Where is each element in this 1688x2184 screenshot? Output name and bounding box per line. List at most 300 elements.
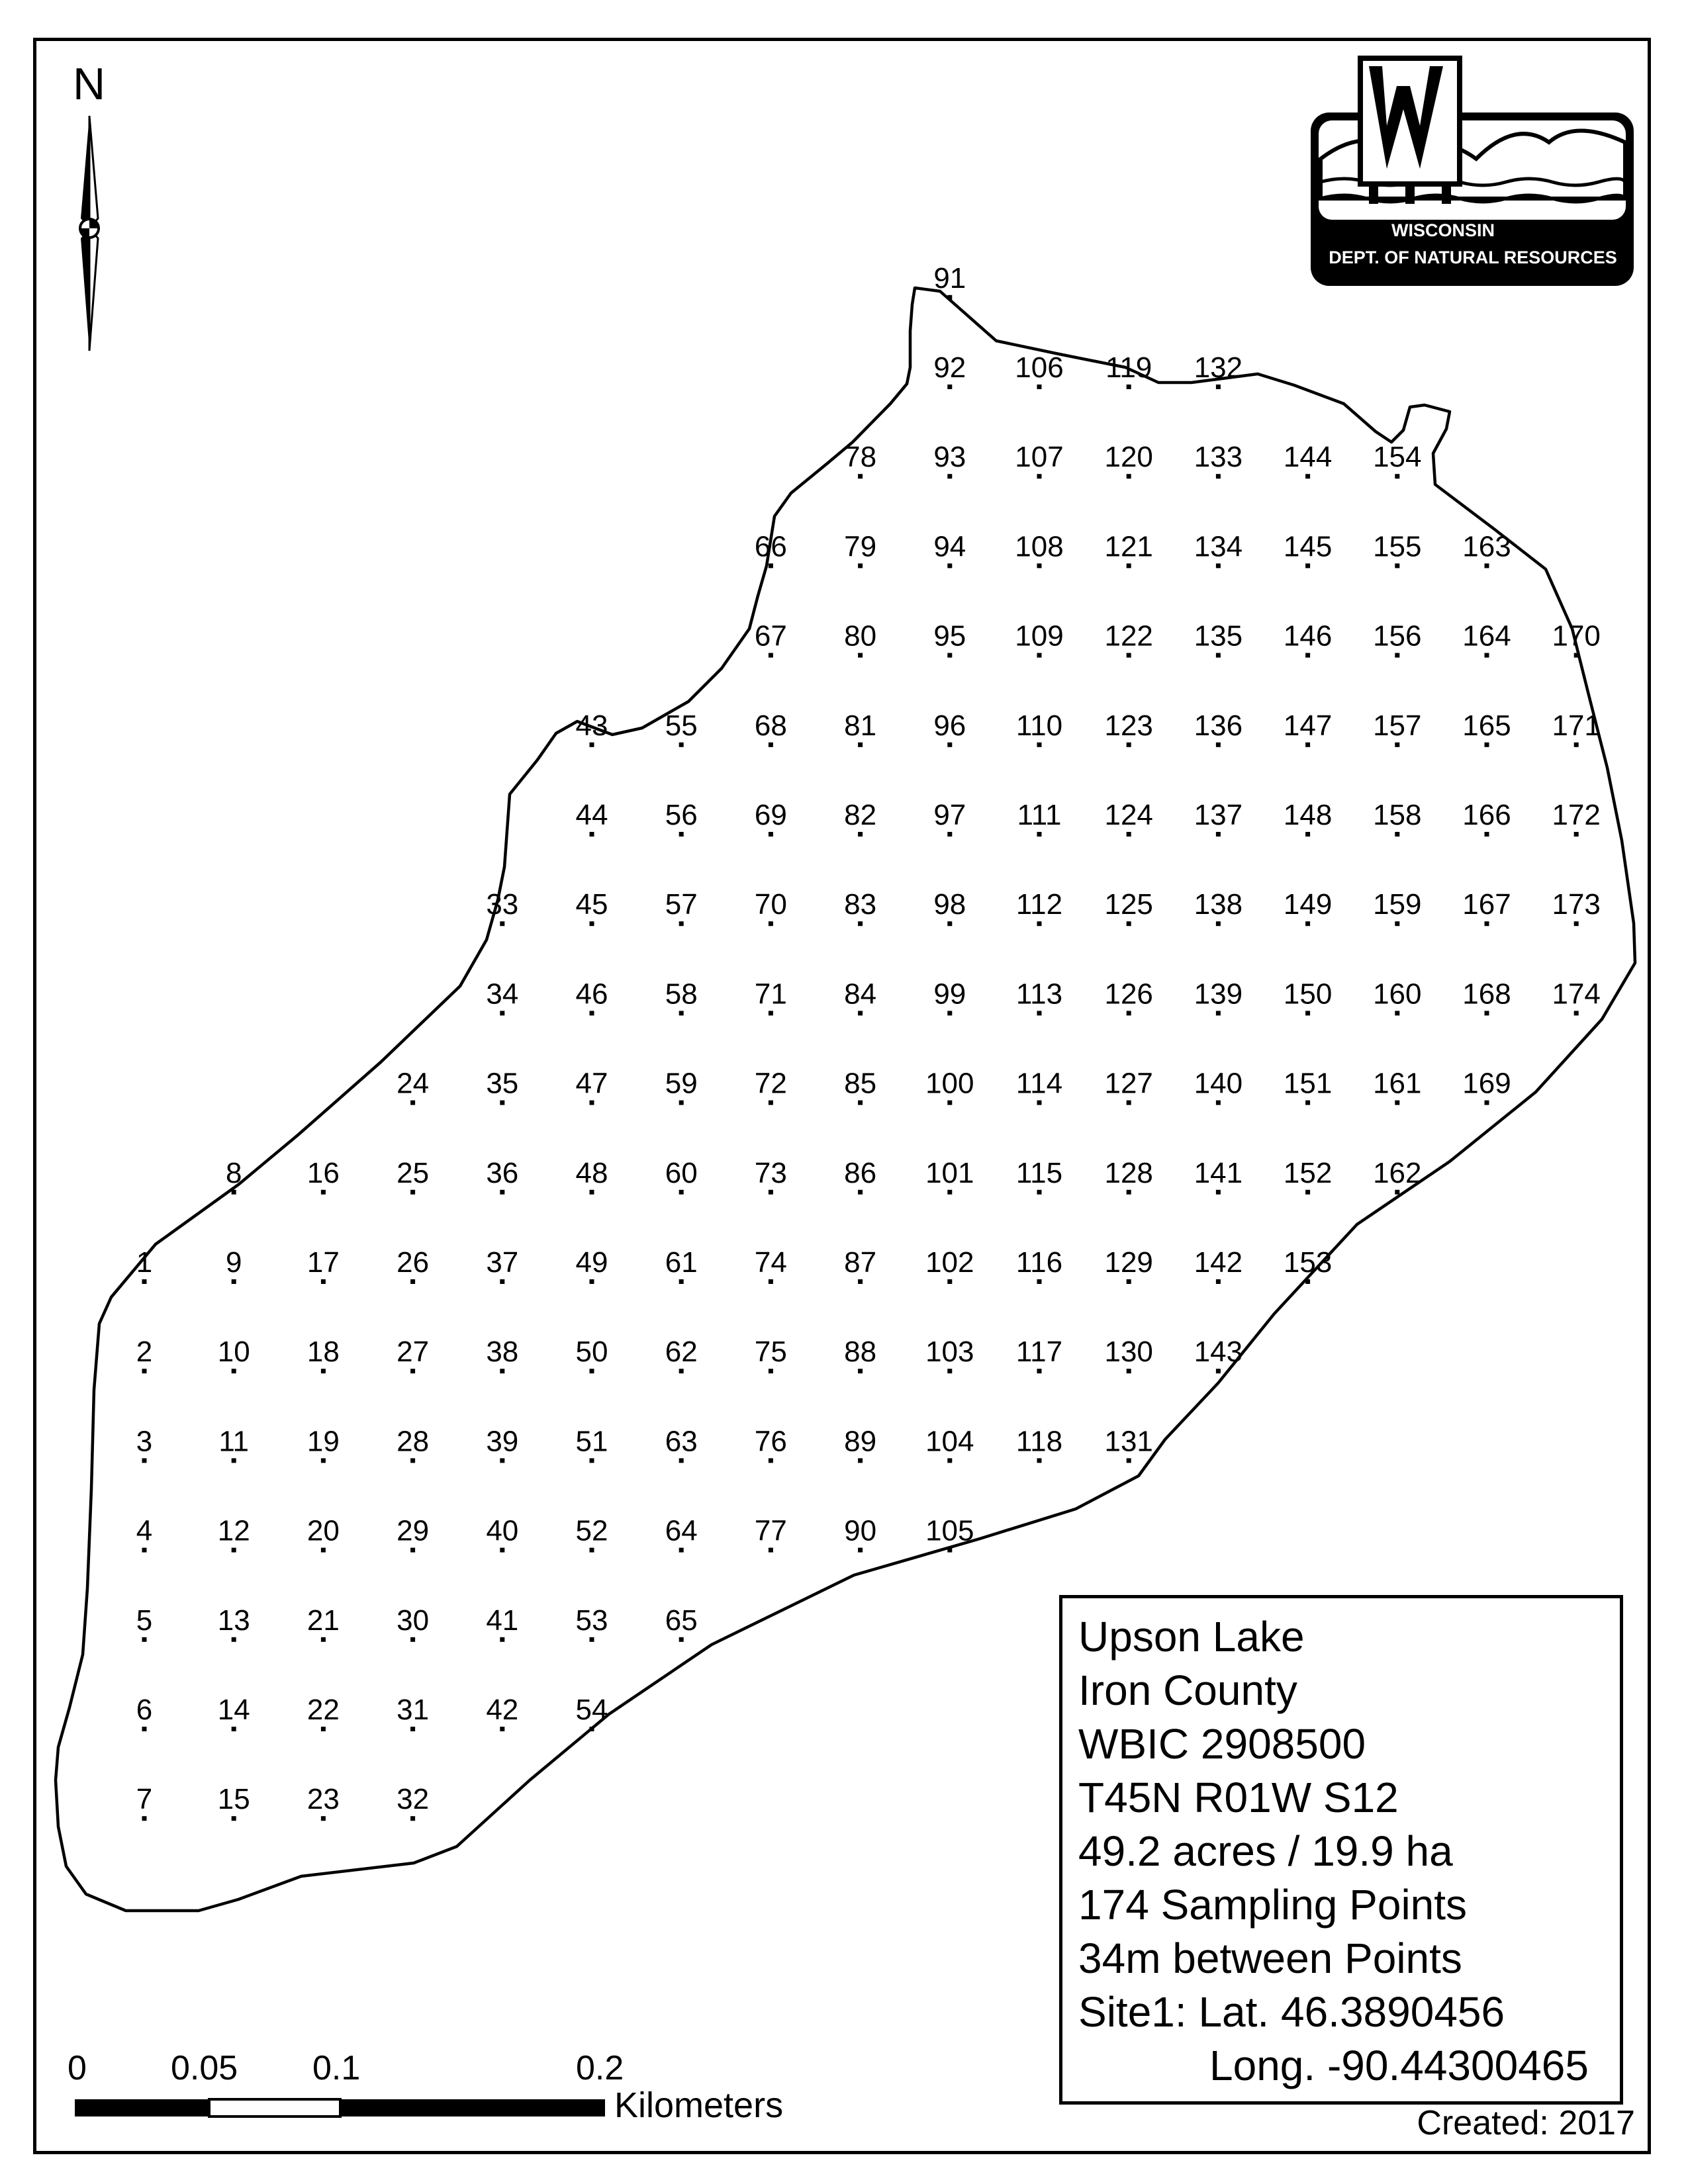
sampling-point-label-116: 116	[1015, 1246, 1063, 1279]
sampling-point-156	[1395, 653, 1399, 658]
sampling-point-label-151: 151	[1283, 1067, 1333, 1100]
sampling-point-label-71: 71	[754, 978, 787, 1011]
sampling-point-98	[947, 921, 952, 926]
sampling-point-117	[1037, 1369, 1042, 1373]
sampling-point-100	[947, 1101, 952, 1105]
sampling-point-108	[1037, 563, 1042, 568]
sampling-point-label-159: 159	[1373, 888, 1422, 921]
sampling-point-59	[679, 1101, 684, 1105]
sampling-point-label-24: 24	[397, 1067, 430, 1100]
sampling-point-22	[321, 1727, 326, 1731]
sampling-point-label-27: 27	[397, 1336, 430, 1369]
sampling-point-110	[1037, 743, 1042, 747]
sampling-point-label-99: 99	[933, 978, 966, 1011]
sampling-point-label-89: 89	[844, 1425, 877, 1458]
scale-units-label: Kilometers	[614, 2085, 784, 2125]
sampling-point-label-124: 124	[1104, 799, 1153, 831]
sampling-point-86	[858, 1190, 863, 1195]
sampling-point-label-155: 155	[1373, 530, 1422, 563]
sampling-point-label-106: 106	[1015, 351, 1064, 384]
sampling-point-label-47: 47	[575, 1067, 608, 1100]
sampling-point-136	[1216, 743, 1221, 747]
sampling-point-label-105: 105	[925, 1514, 974, 1547]
sampling-point-label-2: 2	[136, 1336, 153, 1369]
sampling-point-label-128: 128	[1104, 1156, 1153, 1189]
sampling-point-64	[679, 1548, 684, 1553]
sampling-point-170	[1574, 653, 1579, 658]
sampling-point-label-166: 166	[1462, 799, 1511, 831]
sampling-point-label-48: 48	[575, 1156, 608, 1189]
sampling-point-140	[1216, 1101, 1221, 1105]
sampling-point-160	[1395, 1011, 1399, 1015]
sampling-point-label-74: 74	[754, 1246, 787, 1279]
sampling-point-116	[1037, 1279, 1042, 1284]
scale-bar	[75, 2099, 605, 2116]
sampling-point-20	[321, 1548, 326, 1553]
sampling-point-label-141: 141	[1194, 1156, 1243, 1189]
sampling-point-label-63: 63	[665, 1425, 698, 1458]
sampling-point-label-64: 64	[665, 1514, 698, 1547]
sampling-point-label-103: 103	[925, 1336, 974, 1369]
sampling-point-92	[947, 385, 952, 389]
sampling-point-171	[1574, 743, 1579, 747]
sampling-point-label-38: 38	[486, 1336, 519, 1369]
sampling-point-1	[142, 1279, 147, 1284]
sampling-point-label-87: 87	[844, 1246, 877, 1279]
sampling-point-84	[858, 1011, 863, 1015]
sampling-point-label-53: 53	[575, 1604, 608, 1637]
sampling-point-56	[679, 832, 684, 837]
sampling-point-label-82: 82	[844, 799, 877, 831]
created-date: Created: 2017	[1417, 2104, 1635, 2142]
sampling-point-label-125: 125	[1104, 888, 1153, 921]
sampling-point-label-14: 14	[217, 1694, 250, 1726]
sampling-point-130	[1127, 1369, 1131, 1373]
sampling-point-62	[679, 1369, 684, 1373]
sampling-point-105	[947, 1548, 952, 1553]
sampling-point-label-140: 140	[1194, 1067, 1243, 1100]
scale-label-0.2: 0.2	[576, 2049, 624, 2087]
sampling-point-label-167: 167	[1462, 888, 1511, 921]
sampling-point-label-131: 131	[1104, 1425, 1153, 1458]
sampling-point-label-174: 174	[1552, 978, 1601, 1011]
sampling-point-167	[1485, 921, 1489, 926]
sampling-point-label-62: 62	[665, 1336, 698, 1369]
sampling-point-88	[858, 1369, 863, 1373]
sampling-point-label-109: 109	[1015, 619, 1064, 653]
sampling-point-label-30: 30	[397, 1604, 430, 1637]
logo-text-dnr: DEPT. OF NATURAL RESOURCES	[1329, 248, 1617, 267]
sampling-point-90	[858, 1548, 863, 1553]
township-range-section: T45N R01W S12	[1078, 1774, 1399, 1821]
sampling-point-label-123: 123	[1104, 709, 1153, 742]
sampling-point-7	[142, 1816, 147, 1821]
sampling-point-63	[679, 1458, 684, 1463]
sampling-point-2	[142, 1369, 147, 1373]
sampling-point-146	[1305, 653, 1310, 658]
sampling-point-label-32: 32	[397, 1783, 430, 1816]
sampling-point-52	[590, 1548, 594, 1553]
sampling-point-label-113: 113	[1015, 978, 1063, 1011]
sampling-point-106	[1037, 385, 1042, 389]
logo-text-wisconsin: WISCONSIN	[1391, 220, 1495, 240]
sampling-point-41	[500, 1637, 504, 1642]
sampling-point-169	[1485, 1101, 1489, 1105]
sampling-point-label-133: 133	[1194, 441, 1243, 474]
sampling-point-72	[769, 1101, 773, 1105]
sampling-point-150	[1305, 1011, 1310, 1015]
sampling-point-label-100: 100	[925, 1067, 974, 1100]
sampling-point-label-126: 126	[1104, 978, 1153, 1011]
wbic-code: WBIC 2908500	[1078, 1720, 1366, 1768]
sampling-point-label-3: 3	[136, 1425, 153, 1458]
sampling-point-166	[1485, 832, 1489, 837]
sampling-point-label-33: 33	[486, 888, 519, 921]
sampling-point-label-21: 21	[306, 1604, 340, 1637]
sampling-point-80	[858, 653, 863, 658]
sampling-point-label-12: 12	[217, 1514, 250, 1547]
sampling-point-label-121: 121	[1104, 530, 1153, 563]
sampling-point-74	[769, 1279, 773, 1284]
sampling-point-60	[679, 1190, 684, 1195]
sampling-point-label-101: 101	[925, 1156, 974, 1189]
sampling-point-label-138: 138	[1194, 888, 1243, 921]
sampling-point-42	[500, 1727, 504, 1731]
sampling-point-label-143: 143	[1194, 1336, 1243, 1369]
sampling-point-141	[1216, 1190, 1221, 1195]
sampling-point-label-139: 139	[1194, 978, 1243, 1011]
sampling-point-label-150: 150	[1283, 978, 1333, 1011]
sampling-point-label-75: 75	[754, 1336, 787, 1369]
sampling-point-label-172: 172	[1552, 799, 1601, 831]
sampling-point-47	[590, 1101, 594, 1105]
sampling-point-85	[858, 1101, 863, 1105]
sampling-point-127	[1127, 1101, 1131, 1105]
sampling-point-14	[232, 1727, 236, 1731]
sampling-point-label-144: 144	[1283, 441, 1333, 474]
sampling-point-95	[947, 653, 952, 658]
sampling-point-99	[947, 1011, 952, 1015]
sampling-point-104	[947, 1458, 952, 1463]
sampling-point-96	[947, 743, 952, 747]
sampling-point-15	[232, 1816, 236, 1821]
sampling-point-label-6: 6	[136, 1694, 153, 1726]
sampling-point-69	[769, 832, 773, 837]
sampling-point-label-118: 118	[1015, 1425, 1063, 1458]
sampling-point-label-9: 9	[225, 1246, 242, 1279]
sampling-point-81	[858, 743, 863, 747]
sampling-point-label-40: 40	[486, 1514, 519, 1547]
sampling-point-label-41: 41	[486, 1604, 519, 1637]
sampling-point-145	[1305, 563, 1310, 568]
sampling-point-label-90: 90	[844, 1514, 877, 1547]
sampling-point-label-95: 95	[933, 619, 966, 653]
sampling-point-label-8: 8	[225, 1156, 242, 1189]
sampling-point-label-76: 76	[754, 1425, 787, 1458]
sampling-point-label-5: 5	[136, 1604, 153, 1637]
sampling-point-152	[1305, 1190, 1310, 1195]
sampling-point-label-60: 60	[665, 1156, 698, 1189]
sampling-point-174	[1574, 1011, 1579, 1015]
sampling-point-33	[500, 921, 504, 926]
sampling-point-102	[947, 1279, 952, 1284]
sampling-point-73	[769, 1190, 773, 1195]
sampling-point-158	[1395, 832, 1399, 837]
sampling-point-label-164: 164	[1462, 619, 1511, 653]
sampling-point-113	[1037, 1011, 1042, 1015]
sampling-point-label-163: 163	[1462, 530, 1511, 563]
sampling-point-54	[590, 1727, 594, 1731]
point-spacing: 34m between Points	[1078, 1934, 1462, 1982]
sampling-point-label-31: 31	[397, 1694, 430, 1726]
sampling-point-label-56: 56	[665, 799, 698, 831]
sampling-point-label-17: 17	[306, 1246, 340, 1279]
sampling-point-label-158: 158	[1373, 799, 1422, 831]
sampling-point-label-162: 162	[1373, 1156, 1422, 1189]
site-latitude: Site1: Lat. 46.3890456	[1078, 1988, 1505, 2036]
sampling-point-label-153: 153	[1283, 1246, 1333, 1279]
sampling-point-67	[769, 653, 773, 658]
sampling-point-18	[321, 1369, 326, 1373]
sampling-point-58	[679, 1011, 684, 1015]
sampling-point-109	[1037, 653, 1042, 658]
sampling-point-label-122: 122	[1104, 619, 1153, 653]
sampling-point-134	[1216, 563, 1221, 568]
sampling-point-35	[500, 1101, 504, 1105]
sampling-point-label-25: 25	[397, 1156, 430, 1189]
sampling-point-label-168: 168	[1462, 978, 1511, 1011]
sampling-point-4	[142, 1548, 147, 1553]
sampling-point-12	[232, 1548, 236, 1553]
sampling-point-55	[679, 743, 684, 747]
sampling-point-49	[590, 1279, 594, 1284]
sampling-point-44	[590, 832, 594, 837]
sampling-point-label-44: 44	[575, 799, 608, 831]
sampling-point-122	[1127, 653, 1131, 658]
sampling-point-25	[410, 1190, 415, 1195]
sampling-point-5	[142, 1637, 147, 1642]
sampling-point-label-86: 86	[844, 1156, 877, 1189]
sampling-point-11	[232, 1458, 236, 1463]
sampling-point-label-111: 111	[1017, 799, 1062, 831]
sampling-point-126	[1127, 1011, 1131, 1015]
sampling-point-label-26: 26	[397, 1246, 430, 1279]
sampling-point-164	[1485, 653, 1489, 658]
sampling-point-155	[1395, 563, 1399, 568]
sampling-point-label-129: 129	[1104, 1246, 1153, 1279]
sampling-point-label-157: 157	[1373, 709, 1422, 742]
sampling-point-32	[410, 1816, 415, 1821]
sampling-point-label-149: 149	[1283, 888, 1333, 921]
sampling-point-label-98: 98	[933, 888, 966, 921]
sampling-point-9	[232, 1279, 236, 1284]
sampling-point-30	[410, 1637, 415, 1642]
sampling-point-157	[1395, 743, 1399, 747]
sampling-point-label-1: 1	[136, 1246, 153, 1279]
sampling-point-13	[232, 1637, 236, 1642]
sampling-point-label-43: 43	[575, 709, 608, 742]
sampling-point-label-160: 160	[1373, 978, 1422, 1011]
sampling-point-label-173: 173	[1552, 888, 1601, 921]
sampling-point-53	[590, 1637, 594, 1642]
sampling-point-26	[410, 1279, 415, 1284]
sampling-point-label-145: 145	[1283, 530, 1333, 563]
sampling-point-71	[769, 1011, 773, 1015]
sampling-point-label-11: 11	[218, 1425, 250, 1458]
sampling-point-label-110: 110	[1015, 709, 1063, 742]
sampling-point-87	[858, 1279, 863, 1284]
sampling-point-154	[1395, 474, 1399, 478]
sampling-point-label-73: 73	[754, 1156, 787, 1189]
sampling-point-label-45: 45	[575, 888, 608, 921]
sampling-point-label-147: 147	[1283, 709, 1333, 742]
sampling-grid	[136, 262, 1601, 1821]
sampling-point-40	[500, 1548, 504, 1553]
sampling-point-label-156: 156	[1373, 619, 1422, 653]
sampling-point-label-10: 10	[217, 1336, 250, 1369]
sampling-point-label-28: 28	[397, 1425, 430, 1458]
sampling-point-24	[410, 1101, 415, 1105]
sampling-point-107	[1037, 474, 1042, 478]
sampling-point-82	[858, 832, 863, 837]
sampling-point-label-171: 171	[1552, 709, 1601, 742]
sampling-point-135	[1216, 653, 1221, 658]
sampling-point-label-91: 91	[933, 261, 966, 295]
sampling-point-139	[1216, 1011, 1221, 1015]
sampling-point-57	[679, 921, 684, 926]
sampling-point-label-61: 61	[665, 1246, 698, 1279]
scale-label-0.1: 0.1	[312, 2049, 361, 2087]
sampling-point-133	[1216, 474, 1221, 478]
sampling-point-50	[590, 1369, 594, 1373]
sampling-point-label-69: 69	[754, 799, 787, 831]
sampling-point-label-78: 78	[844, 441, 877, 474]
sampling-point-3	[142, 1458, 147, 1463]
sampling-point-114	[1037, 1101, 1042, 1105]
sampling-point-118	[1037, 1458, 1042, 1463]
sampling-point-label-50: 50	[575, 1336, 608, 1369]
sampling-point-31	[410, 1727, 415, 1731]
sampling-point-27	[410, 1369, 415, 1373]
sampling-point-65	[679, 1637, 684, 1642]
sampling-point-163	[1485, 563, 1489, 568]
sampling-point-36	[500, 1190, 504, 1195]
sampling-point-label-134: 134	[1194, 530, 1243, 563]
sampling-point-151	[1305, 1101, 1310, 1105]
sampling-point-label-4: 4	[136, 1514, 153, 1547]
sampling-point-68	[769, 743, 773, 747]
sampling-point-label-22: 22	[306, 1694, 340, 1726]
sampling-point-61	[679, 1279, 684, 1284]
sampling-point-label-93: 93	[933, 441, 966, 474]
sampling-point-173	[1574, 921, 1579, 926]
scale-label-0: 0	[68, 2049, 87, 2087]
sampling-point-label-137: 137	[1194, 799, 1243, 831]
sampling-point-label-66: 66	[754, 530, 787, 563]
sampling-point-38	[500, 1369, 504, 1373]
sampling-point-label-161: 161	[1373, 1067, 1422, 1100]
sampling-point-label-70: 70	[754, 888, 787, 921]
sampling-point-label-127: 127	[1104, 1067, 1153, 1100]
sampling-point-label-115: 115	[1015, 1156, 1063, 1189]
sampling-point-172	[1574, 832, 1579, 837]
sampling-point-124	[1127, 832, 1131, 837]
sampling-point-label-58: 58	[665, 978, 698, 1011]
sampling-point-label-19: 19	[306, 1425, 340, 1458]
sampling-point-76	[769, 1458, 773, 1463]
sampling-point-label-119: 119	[1105, 351, 1152, 384]
sampling-point-77	[769, 1548, 773, 1553]
sampling-point-label-165: 165	[1462, 709, 1511, 742]
sampling-point-label-15: 15	[217, 1783, 250, 1816]
sampling-point-91	[947, 295, 952, 300]
sampling-point-79	[858, 563, 863, 568]
sampling-point-label-65: 65	[665, 1604, 698, 1637]
sampling-point-label-108: 108	[1015, 530, 1064, 563]
sampling-point-label-80: 80	[844, 619, 877, 653]
sampling-point-label-132: 132	[1194, 351, 1243, 384]
sampling-point-label-46: 46	[575, 978, 608, 1011]
sampling-point-115	[1037, 1190, 1042, 1195]
sampling-point-94	[947, 563, 952, 568]
sampling-point-label-104: 104	[925, 1425, 974, 1458]
sampling-point-label-37: 37	[486, 1246, 519, 1279]
sampling-point-142	[1216, 1279, 1221, 1284]
sampling-point-119	[1127, 385, 1131, 389]
sampling-point-23	[321, 1816, 326, 1821]
sampling-point-label-16: 16	[306, 1156, 340, 1189]
sampling-point-39	[500, 1458, 504, 1463]
sampling-point-label-68: 68	[754, 709, 787, 742]
sampling-point-121	[1127, 563, 1131, 568]
sampling-point-162	[1395, 1190, 1399, 1195]
sampling-point-label-42: 42	[486, 1694, 519, 1726]
north-arrow-icon	[80, 116, 99, 351]
sampling-point-137	[1216, 832, 1221, 837]
sampling-point-120	[1127, 474, 1131, 478]
sampling-point-label-88: 88	[844, 1336, 877, 1369]
lake-name: Upson Lake	[1078, 1613, 1305, 1661]
sampling-point-148	[1305, 832, 1310, 837]
lake-area: 49.2 acres / 19.9 ha	[1078, 1827, 1453, 1875]
sampling-point-89	[858, 1458, 863, 1463]
sampling-point-144	[1305, 474, 1310, 478]
sampling-point-153	[1305, 1279, 1310, 1284]
county-name: Iron County	[1078, 1666, 1297, 1714]
sampling-point-label-51: 51	[575, 1425, 608, 1458]
sampling-point-label-97: 97	[933, 799, 966, 831]
sampling-point-label-18: 18	[306, 1336, 340, 1369]
sampling-point-125	[1127, 921, 1131, 926]
sampling-point-label-84: 84	[844, 978, 877, 1011]
sampling-point-129	[1127, 1279, 1131, 1284]
sampling-point-label-67: 67	[754, 619, 787, 653]
site-longitude: Long. -90.44300465	[1209, 2042, 1589, 2089]
sampling-point-label-135: 135	[1194, 619, 1243, 653]
sampling-point-label-96: 96	[933, 709, 966, 742]
sampling-point-28	[410, 1458, 415, 1463]
sampling-point-46	[590, 1011, 594, 1015]
sampling-point-label-57: 57	[665, 888, 698, 921]
sampling-point-label-81: 81	[844, 709, 877, 742]
map-legend	[1059, 1595, 1623, 2105]
scale-label-0.05: 0.05	[171, 2049, 238, 2087]
sampling-point-label-120: 120	[1104, 441, 1153, 474]
sampling-point-label-152: 152	[1283, 1156, 1333, 1189]
sampling-point-103	[947, 1369, 952, 1373]
sampling-point-83	[858, 921, 863, 926]
sampling-point-75	[769, 1369, 773, 1373]
